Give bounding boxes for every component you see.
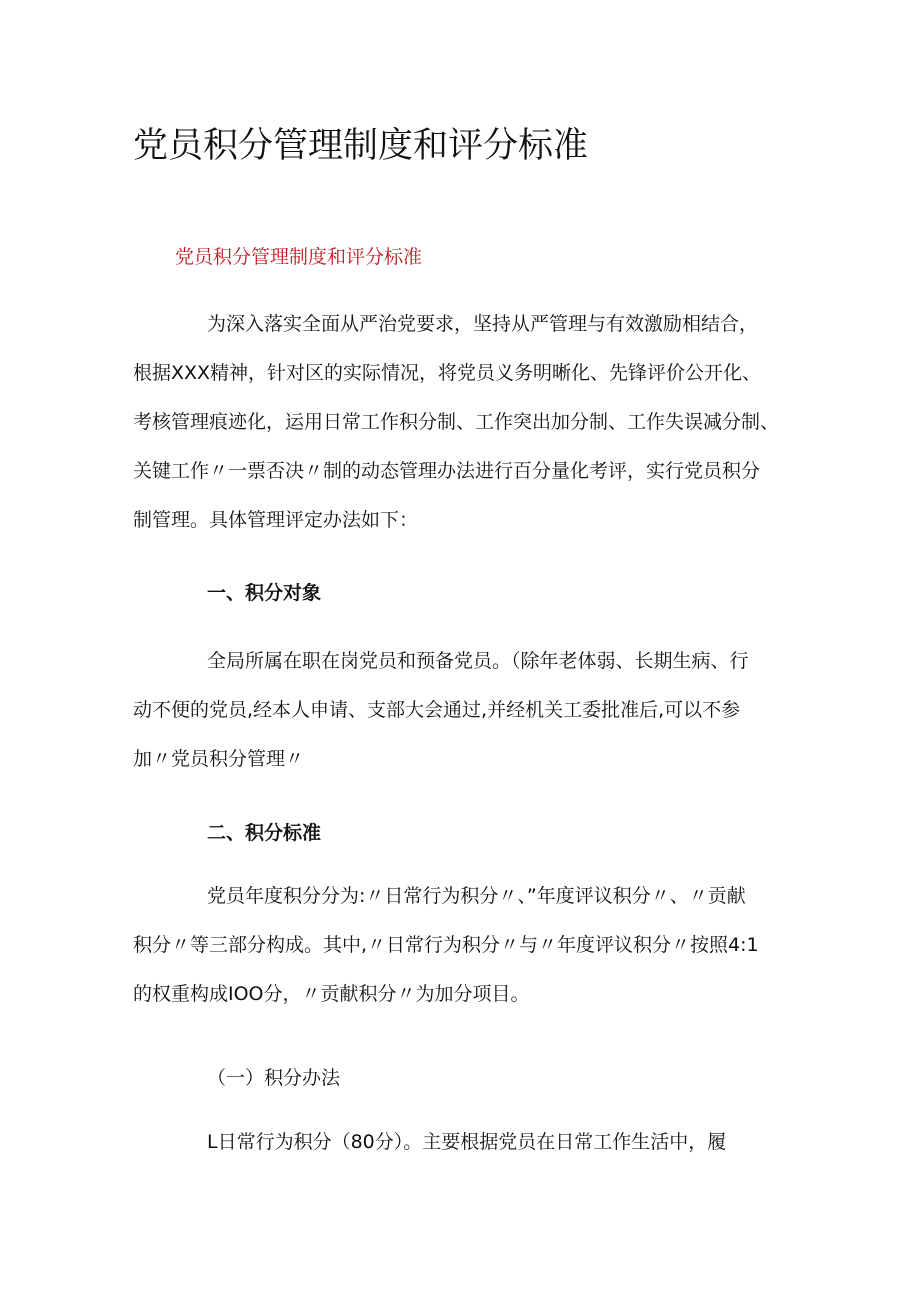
document-title: 党员积分管理制度和评分标准 (133, 126, 589, 166)
paragraph-line: 关键工作〃一票否决〃制的动态管理办法进行百分量化考评，实行党员积分 (133, 460, 761, 482)
paragraph-line: 加〃党员积分管理〃 (133, 748, 305, 770)
paragraph-line: 为深入落实全面从严治党要求，坚持从严管理与有效激励相结合， (207, 313, 759, 335)
section-heading-targets: 一、积分对象 (207, 582, 322, 604)
paragraph-line: 考核管理痕迹化，运用日常工作积分制、工作突出加分制、工作失误减分制、 (133, 411, 780, 433)
section2-paragraph (133, 872, 805, 1019)
paragraph-line: L日常行为积分（80分）。主要根据党员在日常工作生活中，履 (207, 1131, 727, 1153)
paragraph-line: 积分〃等三部分构成。其中,〃日常行为积分〃与〃年度评议积分〃按照4:1 (133, 934, 759, 956)
paragraph-line: 根据XXX精神，针对区的实际情况，将党员义务明晰化、先锋评价公开化、 (133, 362, 762, 384)
document-subtitle: 党员积分管理制度和评分标准 (175, 246, 423, 268)
section1-paragraph (133, 637, 805, 784)
intro-paragraph (133, 300, 805, 545)
paragraph-line: 的权重构成IOO分，〃贡献积分〃为加分项目。 (133, 983, 530, 1005)
paragraph-line: 制管理。具体管理评定办法如下： (133, 509, 419, 531)
section-heading-standards: 二、积分标准 (207, 822, 322, 844)
paragraph-line: 全局所属在职在岗党员和预备党员。（除年老体弱、长期生病、行 (207, 650, 749, 672)
paragraph-line: 动不便的党员,经本人申请、支部大会通过,并经机关工委批准后,可以不参 (133, 699, 741, 721)
paragraph-line: 党员年度积分分为:〃日常行为积分〃、”年度评议积分〃、〃贡献 (207, 885, 746, 907)
item1-paragraph (133, 1118, 805, 1167)
subsection-heading-method: （一）积分办法 (207, 1067, 341, 1089)
